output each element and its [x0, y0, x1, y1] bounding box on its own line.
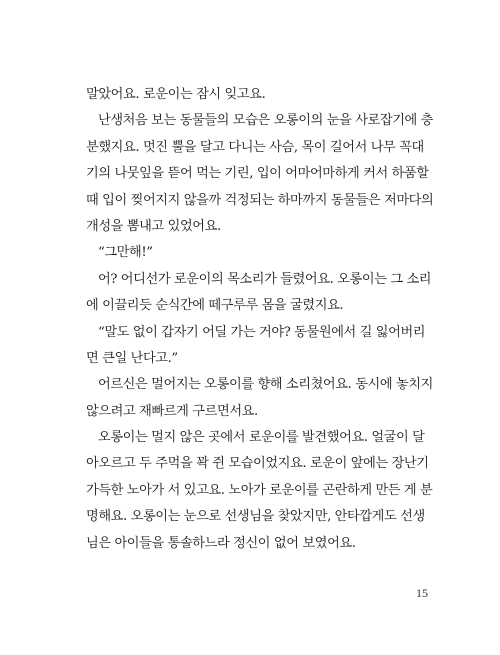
text-line: 에 이끌리듯 순식간에 떼구루루 몸을 굴렸지요.: [86, 298, 344, 314]
text-line: 어? 어디선가 로운이의 목소리가 들렸어요. 오롱이는 그 소리: [98, 271, 432, 287]
text-line: 말았어요. 로운이는 잠시 잊고요.: [86, 87, 266, 102]
text-line: 난생처음 보는 동물들의 모습은 오롱이의 눈을 사로잡기에 충: [98, 113, 434, 129]
text-line: 기의 나뭇잎을 뜯어 먹는 기린, 입이 어마어마하게 커서 하품할: [86, 166, 429, 182]
text-line: 개성을 뽐내고 있었어요.: [86, 218, 221, 234]
page-number: 15: [416, 586, 428, 600]
text-line: 분했지요. 멋진 뿔을 달고 다니는 사슴, 목이 길어서 나무 꼭대: [86, 139, 424, 155]
text-line: “그만해!”: [98, 245, 153, 261]
text-line: 오롱이는 멀지 않은 곳에서 로운이를 발견했어요. 얼굴이 달: [98, 430, 425, 446]
text-line: 어르신은 멀어지는 오롱이를 향해 소리쳤어요. 동시에 놓치지: [98, 377, 434, 393]
text-line: “말도 없이 갑자기 어딜 가는 거야? 동물원에서 길 잃어버리: [98, 324, 426, 340]
text-line: 명해요. 오롱이는 눈으로 선생님을 찾았지만, 안타깝게도 선생: [86, 509, 425, 525]
text-line: 않으려고 재빠르게 구르면서요.: [86, 403, 258, 419]
text-line: 님은 아이들을 통솔하느라 정신이 없어 보였어요.: [86, 535, 356, 551]
text-line: 면 큰일 난다고.”: [86, 350, 178, 366]
text-line: 때 입이 찢어지지 않을까 걱정되는 하마까지 동물들은 저마다의: [86, 192, 434, 208]
body-text: [86, 82, 446, 557]
text-line: 아오르고 두 주먹을 꽉 쥔 모습이었지요. 로운이 앞에는 장난기: [86, 456, 429, 472]
text-line: 가득한 노아가 서 있고요. 노아가 로운이를 곤란하게 만든 게 분: [86, 482, 433, 498]
